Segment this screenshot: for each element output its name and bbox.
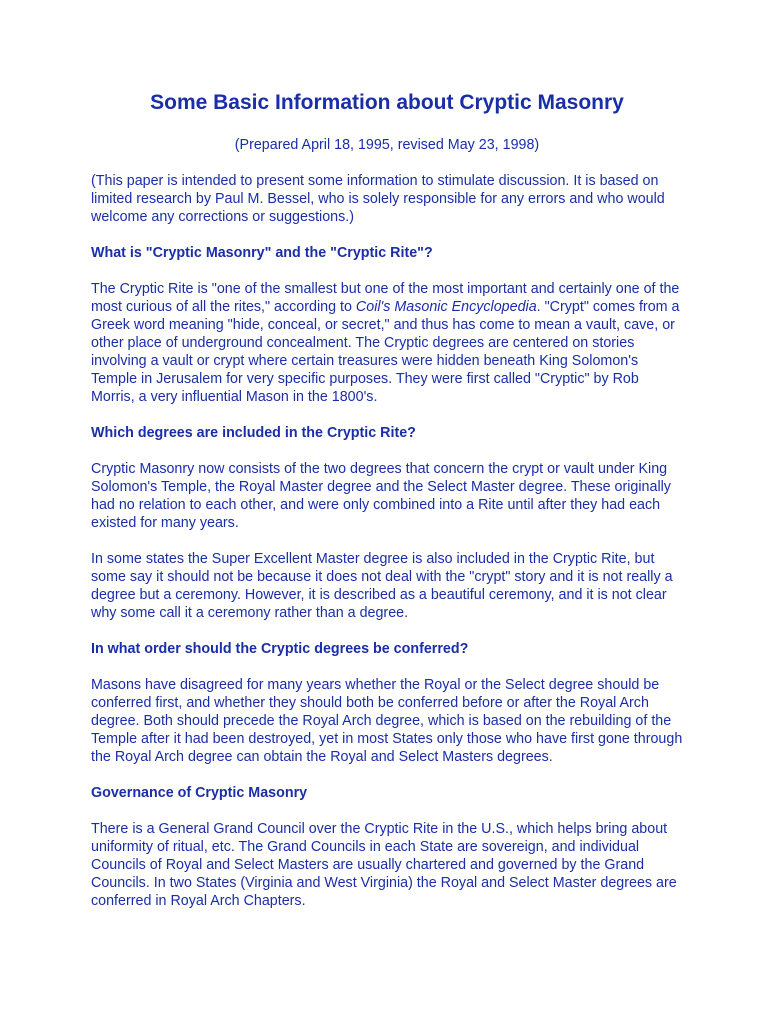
document-page [91,88,683,928]
section-heading-order: In what order should the Cryptic degrees be conferred? [91,641,469,657]
document-title: Some Basic Information about Cryptic Masonry [150,91,624,114]
section-what-is-paragraph [91,280,683,406]
section-degrees-paragraph-2: In some states the Super Excellent Master degree is also included in the Cryptic Rite, but some say it should not be because it does not deal with the "crypt" story and it is not really a degree but a ceremony. However, it is described as a beautiful ceremony, and it is not clear why some call it a ceremony rather than a degree. [91,551,673,621]
paragraph-text: The Cryptic Rite is "one of the smallest but one of the most important and certainly one of the most curious of all the rites," according to [91,281,680,315]
document-subtitle: (Prepared April 18, 1995, revised May 23, 1998) [234,137,540,153]
paragraph-text: . "Crypt" comes from a Greek word meaning "hide, conceal, or secret," and thus has come to mean a vault, cave, or other place of underground concealment. The Cryptic degrees are centered on stories involving a vault or crypt where certain treasures were hidden beneath King Solomon's Temple in Jerusalem for very specific purposes. They were first called "Cryptic" by Rob Morris, a very influential Mason in the 1800's. [91,299,680,405]
encyclopedia-citation: Coil's Masonic Encyclopedia [355,299,537,315]
section-governance-paragraph: There is a General Grand Council over the Cryptic Rite in the U.S., which helps bring about uniformity of ritual, etc. The Grand Councils in each State are sovereign, and individual Councils of Royal and Select Masters are usually chartered and governed by the Grand Councils. In two States (Virginia and West Virginia) the Royal and Select Master degrees are conferred in Royal Arch Chapters. [91,821,677,909]
section-heading-what-is: What is "Cryptic Masonry" and the "Cryptic Rite"? [91,245,433,261]
section-heading-governance: Governance of Cryptic Masonry [91,785,308,801]
intro-paragraph: (This paper is intended to present some information to stimulate discussion. It is based on limited research by Paul M. Bessel, who is solely responsible for any errors and who would welcome any corrections or suggestions.) [91,173,665,225]
section-degrees-paragraph-1: Cryptic Masonry now consists of the two degrees that concern the crypt or vault under King Solomon's Temple, the Royal Master degree and the Select Master degree. These originally had no relation to each other, and were only combined into a Rite until after they had each existed for many years. [91,461,671,531]
section-order-paragraph: Masons have disagreed for many years whether the Royal or the Select degree should be conferred first, and whether they should both be conferred before or after the Royal Arch degree. Both should precede the Royal Arch degree, which is based on the rebuilding of the Temple after it had been destroyed, yet in most States only those who have first gone through the Royal Arch degree can obtain the Royal and Select Masters degrees. [91,677,683,765]
section-heading-degrees: Which degrees are included in the Cryptic Rite? [91,425,416,441]
